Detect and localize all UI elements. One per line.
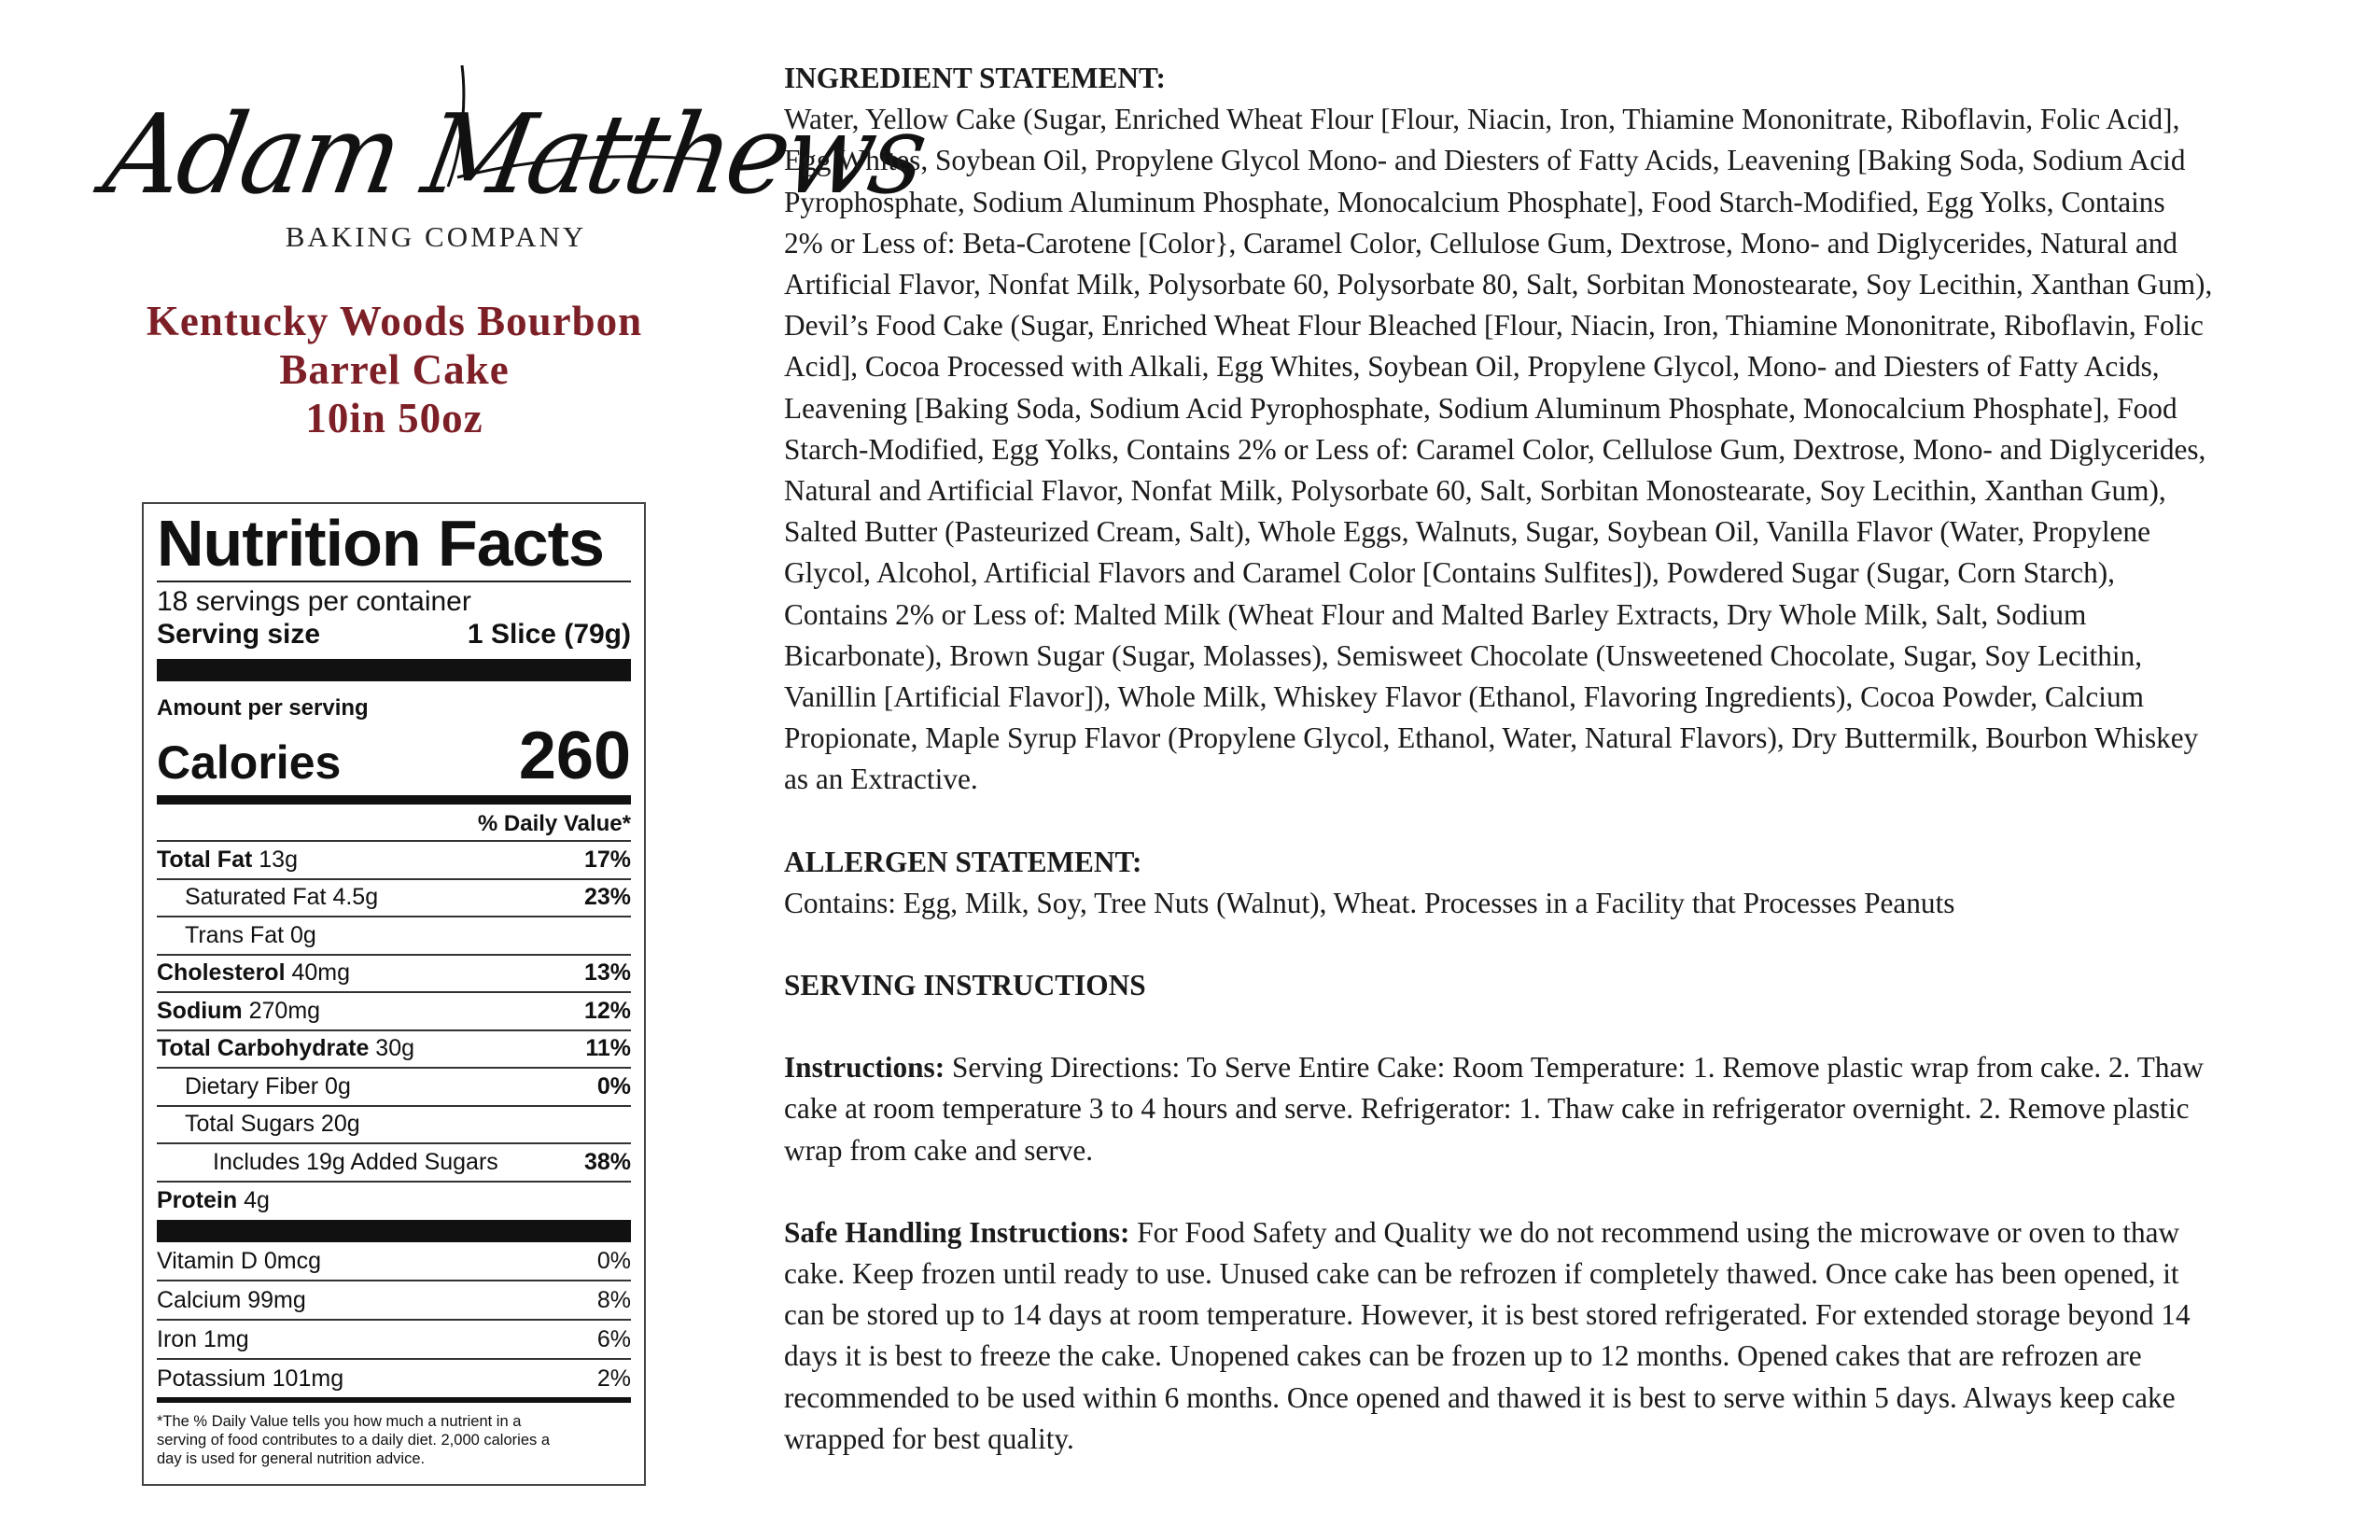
product-size-line: 10in 50oz [305,395,483,441]
ingredient-line: Propionate, Maple Syrup Flavor (Propylene Glycol, Ethanol, Water, Natural Flavors), Dry Buttermilk, Bourbon Whiskey [784,721,2199,755]
nutrient-row-trans-fat [157,917,631,956]
safe-handling-line: days it is best to freeze the cake. Unopened cakes can be frozen up to 12 months. Opened cakes that are refrozen are [784,1339,2142,1373]
safe-handling-label: Safe Handling Instructions: [784,1215,1130,1249]
brand-logo [93,47,933,261]
ingredient-line: 2% or Less of: Beta-Carotene [Color}, Caramel Color, Cellulose Gum, Dextrose, Mono- and Diglycerides, Natural and [784,226,2178,259]
nutrient-dv: 23% [583,884,631,911]
nutrient-dv: 17% [583,846,631,873]
nutrient-row-sodium [157,993,631,1031]
nutrient-label: Total Carbohydrate [157,1035,370,1062]
serving-instructions-heading: SERVING INSTRUCTIONS [784,969,1146,1002]
statements-column [784,58,2315,1460]
daily-value-header: % Daily Value* [157,810,631,842]
serving-size-label: Serving size [157,619,321,650]
nutrient-dv: 0% [596,1072,631,1099]
safe-handling-text: For Food Safety and Quality we do not recommend using the microwave or oven to thaw [1129,1215,2180,1249]
instructions-line: wrap from cake and serve. [784,1133,1094,1167]
vitamin-row-potassium [157,1360,631,1403]
nutrition-facts-panel [142,502,646,1486]
nutrient-amount: 4.5g [332,884,379,911]
vitamin-dv: 6% [596,1325,631,1352]
calories-label: Calories [157,736,342,789]
ingredient-line: Devil’s Food Cake (Sugar, Enriched Wheat Flour Bleached [Flour, Niacin, Iron, Thiamine Mononitrate, Riboflavin, Folic [784,309,2204,343]
ingredient-line: Starch-Modified, Egg Yolks, Contains 2% or Less of: Caramel Color, Cellulose Gum, Dextrose, Mono- and Diglycerides, [784,432,2206,466]
vitamin-label: Vitamin D 0mcg [157,1247,321,1274]
nutrient-amount: 13g [259,846,298,873]
nutrient-amount: 0g [290,921,316,948]
safe-handling-line: cake. Keep frozen until ready to use. Unused cake can be refrozen if completely thawed. Once cake has been opened, it [784,1257,2179,1291]
vitamin-row-vitamin-d [157,1242,631,1281]
vitamin-dv: 2% [596,1365,631,1392]
footnote-line: *The % Daily Value tells you how much a nutrient in a [157,1413,522,1430]
vitamin-label: Potassium 101mg [157,1365,344,1392]
nutrient-row-saturated-fat [157,880,631,918]
ingredient-line: Acid], Cocoa Processed with Alkali, Egg Whites, Soybean Oil, Propylene Glycol, Mono- and Diesters of Fatty Acids, [784,350,2160,384]
footnote-line: day is used for general nutrition advice. [157,1450,426,1467]
calories-value: 260 [518,719,631,793]
product-title-line: Kentucky Woods Bourbon [146,298,643,344]
servings-per-container: 18 servings per container [157,586,471,617]
instructions-label: Instructions: [784,1051,945,1085]
ingredient-line: Salted Butter (Pasteurized Cream, Salt), Whole Eggs, Walnuts, Sugar, Soybean Oil, Vanilla Flavor (Water, Propylene [784,515,2150,549]
serving-size-row [157,618,631,651]
vitamin-dv: 0% [596,1247,631,1274]
nutrient-label: Dietary Fiber [185,1072,319,1099]
amount-per-serving: Amount per serving [157,695,369,721]
instructions-text: Serving Directions: To Serve Entire Cake: Room Temperature: 1. Remove plastic wrap from cake. 2. Thaw [945,1051,2205,1085]
nutrient-amount: 30g [375,1035,415,1062]
serving-size-value: 1 Slice (79g) [467,619,631,650]
nutrient-row-dietary-fiber [157,1069,631,1107]
nutrient-row-total-fat [157,842,631,880]
nutrient-label: Total Fat [157,846,253,873]
thick-divider [157,659,631,681]
ingredient-line: Bicarbonate), Brown Sugar (Sugar, Molasses), Semisweet Chocolate (Unsweetened Chocolate, Sugar, Soy Lecithin, [784,638,2143,672]
vitamin-dv: 8% [596,1286,631,1313]
safe-handling-line: can be stored up to 14 days at room temperature. However, it is best stored refrigerated. For extended storage beyond 14 [784,1298,2191,1332]
calories-row [157,719,631,793]
ingredient-line: Leavening [Baking Soda, Sodium Acid Pyrophosphate, Sodium Aluminum Phosphate, Monocalcium Phosphate], Food [784,391,2177,425]
nutrient-label: Total Sugars [185,1111,315,1138]
instructions-line: cake at room temperature 3 to 4 hours and serve. Refrigerator: 1. Thaw cake in refrigerator overnight. 2. Remove plastic [784,1092,2190,1126]
product-title [93,297,695,442]
nutrient-dv: 13% [583,959,631,987]
ingredient-statement-heading: INGREDIENT STATEMENT: [784,62,1166,94]
footnote-line: serving of food contributes to a daily diet. 2,000 calories a [157,1432,550,1449]
nutrient-label: Trans Fat [185,921,285,948]
nutrient-label: Cholesterol [157,959,286,987]
vitamin-row-calcium [157,1281,631,1321]
vitamin-row-iron [157,1321,631,1360]
vitamin-label: Iron 1mg [157,1325,249,1352]
product-title-line: Barrel Cake [279,346,510,393]
ingredient-line: Artificial Flavor, Nonfat Milk, Polysorbate 60, Polysorbate 80, Salt, Sorbitan Monostearate, Soy Lecithin, Xanthan Gum), [784,268,2213,301]
nutrient-dv: 38% [583,1148,631,1175]
vitamin-label: Calcium 99mg [157,1286,306,1313]
nutrient-amount: 40mg [291,959,351,987]
ingredient-line: Pyrophosphate, Sodium Aluminum Phosphate, Monocalcium Phosphate], Food Starch-Modified, Egg Yolks, Contains [784,185,2165,218]
medium-divider [157,795,631,805]
allergen-statement-text: Contains: Egg, Milk, Soy, Tree Nuts (Walnut), Wheat. Processes in a Facility that Processes Peanuts [784,886,1955,919]
nutrient-label: Sodium [157,997,243,1024]
thick-divider [157,1220,631,1242]
nutrient-label: Includes 19g Added Sugars [213,1148,498,1175]
nutrient-row-total-carbohydrate [157,1031,631,1070]
safe-handling-line: wrapped for best quality. [784,1421,1074,1455]
nutrient-amount: 270mg [248,997,321,1024]
nutrition-facts-title: Nutrition Facts [157,507,604,580]
ingredient-line: as an Extractive. [784,763,978,796]
instructions-first-line [784,1047,2315,1088]
ingredient-line: Vanillin [Artificial Flavor]), Whole Milk, Whiskey Flavor (Ethanol, Flavoring Ingredients), Cocoa Powder, Calcium [784,680,2144,714]
nutrient-row-protein [157,1183,631,1221]
nutrient-dv: 12% [583,997,631,1024]
nutrient-amount: 0g [325,1072,351,1099]
brand-script-name: Adam Matthews [95,91,933,219]
allergen-statement-heading: ALLERGEN STATEMENT: [784,845,1142,878]
nutrient-label: Protein [157,1187,238,1214]
safe-handling-first-line [784,1212,2315,1253]
nutrient-amount: 20g [320,1111,360,1138]
ingredient-line: Glycol, Alcohol, Artificial Flavors and Caramel Color [Contains Sulfites]), Powdered Sugar (Sugar, Corn Starch), [784,556,2115,590]
ingredient-line: Natural and Artificial Flavor, Nonfat Milk, Polysorbate 60, Salt, Sorbitan Monostearate, Soy Lecithin, Xanthan Gum), [784,474,2166,508]
ingredient-line: Water, Yellow Cake (Sugar, Enriched Wheat Flour [Flour, Niacin, Iron, Thiamine Mononitrate, Riboflavin, Folic Acid], [784,103,2180,136]
safe-handling-line: recommended to be used within 6 months. Once opened and thawed it is best to serve within 5 days. Always keep cake [784,1380,2176,1414]
ingredient-statement-text [784,99,2315,800]
nutrient-amount: 4g [244,1187,270,1214]
divider [157,581,631,582]
nutrient-dv: 11% [585,1035,631,1062]
nutrient-row-added-sugars [157,1144,631,1183]
ingredient-line: Contains 2% or Less of: Malted Milk (Wheat Flour and Malted Barley Extracts, Dry Whole Milk, Salt, Sodium [784,597,2087,631]
nutrient-label: Saturated Fat [185,884,327,911]
brand-subtitle: BAKING COMPANY [285,220,587,253]
nutrient-row-total-sugars [157,1107,631,1145]
nutrient-row-cholesterol [157,956,631,994]
daily-value-footnote [157,1412,631,1468]
ingredient-line: Egg Whites, Soybean Oil, Propylene Glycol Mono- and Diesters of Fatty Acids, Leavening [Baking Soda, Sodium Acid [784,144,2186,177]
